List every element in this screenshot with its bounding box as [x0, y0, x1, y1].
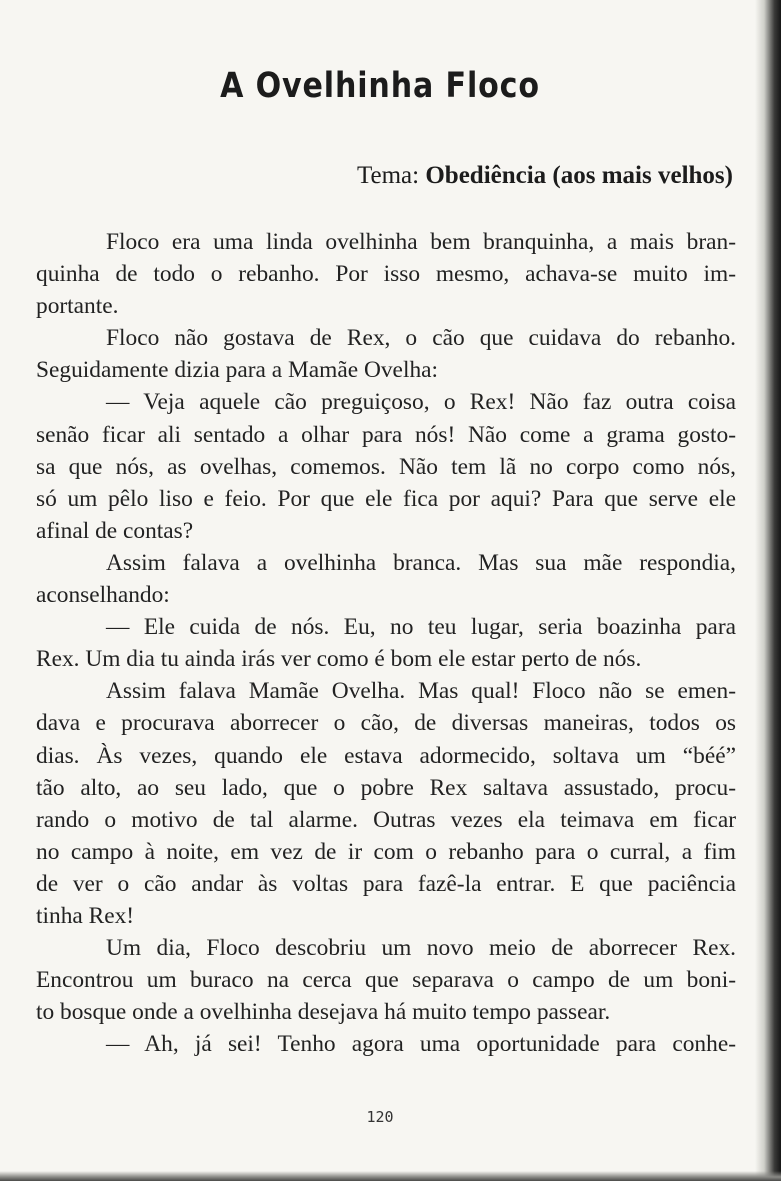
- text-line: de ver o cão andar às voltas para fazê-la entrar. E que paciência: [36, 870, 736, 897]
- text-line: tão alto, ao seu lado, que o pobre Rex saltava assustado, procu-: [36, 774, 736, 801]
- text-line: sa que nós, as ovelhas, comemos. Não tem lã no corpo como nós,: [36, 453, 736, 480]
- story-body: [36, 226, 736, 1060]
- text-line: afinal de contas?: [36, 517, 194, 544]
- text-line: no campo à noite, em vez de ir com o rebanho para o curral, a fim: [36, 838, 736, 865]
- page-bottom-edge: [0, 1171, 781, 1181]
- text-line: dias. Às vezes, quando ele estava adormecido, soltava um “béé”: [36, 742, 736, 769]
- text-line: — Ah, já sei! Tenho agora uma oportunidade para conhe-: [106, 1031, 736, 1058]
- text-line: Assim falava a ovelhinha branca. Mas sua mãe respondia,: [106, 549, 736, 576]
- story-theme: [357, 162, 733, 190]
- theme-value: Obediência (aos mais velhos): [425, 162, 733, 189]
- text-line: Encontrou um buraco na cerca que separava o campo de um boni-: [36, 967, 736, 994]
- text-line: Rex. Um dia tu ainda irás ver como é bom ele estar perto de nós.: [36, 646, 642, 673]
- text-line: dava e procurava aborrecer o cão, de diversas maneiras, todos os: [36, 710, 736, 737]
- book-spine-shadow: [755, 0, 781, 1181]
- text-line: — Ele cuida de nós. Eu, no teu lugar, seria boazinha para: [106, 614, 736, 641]
- text-line: portante.: [36, 293, 119, 320]
- text-line: Floco não gostava de Rex, o cão que cuidava do rebanho.: [106, 325, 736, 352]
- page-number: 120: [366, 1108, 394, 1126]
- text-line: Seguidamente dizia para a Mamãe Ovelha:: [36, 357, 439, 384]
- text-line: só um pêlo liso e feio. Por que ele fica por aqui? Para que serve ele: [36, 485, 736, 512]
- text-line: Assim falava Mamãe Ovelha. Mas qual! Floco não se emen-: [106, 678, 736, 705]
- text-line: quinha de todo o rebanho. Por isso mesmo, achava-se muito im-: [36, 261, 736, 288]
- text-line: aconselhando:: [36, 582, 170, 609]
- text-line: to bosque onde a ovelhinha desejava há muito tempo passear.: [36, 999, 611, 1026]
- story-title: A Ovelhinha Floco: [220, 66, 540, 106]
- text-line: tinha Rex!: [36, 902, 135, 929]
- text-line: Floco era uma linda ovelhinha bem branquinha, a mais bran-: [106, 229, 736, 255]
- text-line: — Veja aquele cão preguiçoso, o Rex! Não faz outra coisa: [106, 389, 736, 416]
- text-line: rando o motivo de tal alarme. Outras vezes ela teimava em ficar: [36, 806, 736, 833]
- text-line: Um dia, Floco descobriu um novo meio de aborrecer Rex.: [106, 935, 736, 962]
- text-line: senão ficar ali sentado a olhar para nós! Não come a grama gosto-: [36, 421, 736, 448]
- theme-label: Tema:: [356, 162, 420, 189]
